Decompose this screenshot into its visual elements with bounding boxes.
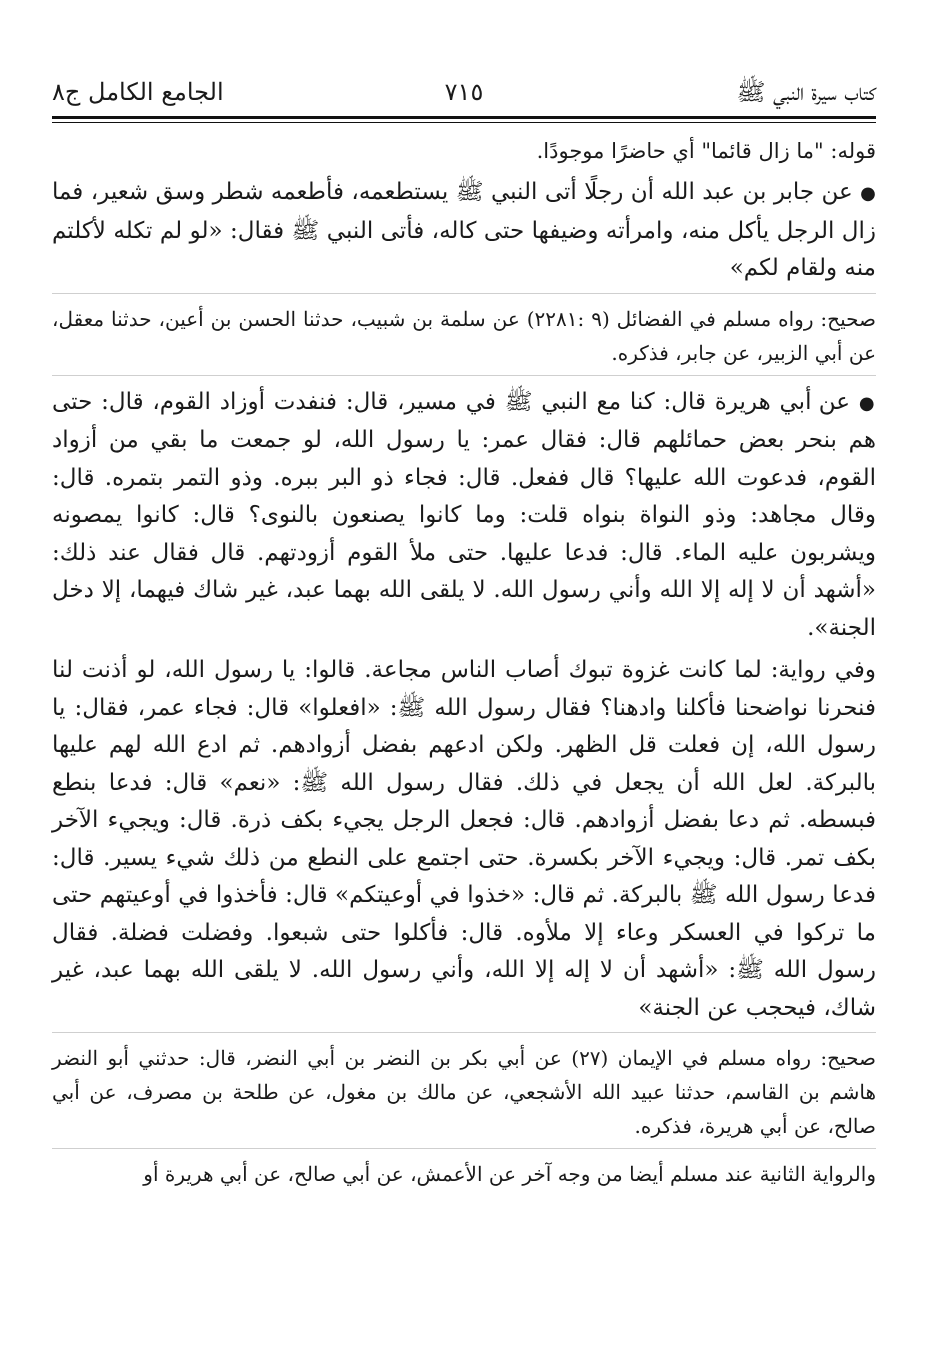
page-body <box>52 134 876 1196</box>
volume-title: الجامع الكامل ج٨ <box>52 78 224 106</box>
section-divider <box>52 1148 876 1149</box>
hadith-abu-hurayra <box>52 384 876 648</box>
alternate-narration: وفي رواية: لما كانت غزوة تبوك أصاب الناس مجاعة. قالوا: يا رسول الله، لو أذنت لنا فنحرنا نواضحنا فأكلنا وادهنا؟ فقال رسول الله ﷺ: «افعلوا» قال: فجاء عمر، فقال: يا رسول الله، إن فعلت قل الظهر. ولكن ادعهم بفضل أزوادهم. ثم ادع الله لهم عليها بالبركة. لعل الله أن يجعل في ذلك. فقال رسول الله ﷺ: «نعم» قال: فدعا بنطع فبسطه. ثم دعا بفضل أزوادهم. قال: فجعل الرجل يجيء بكف ذرة. قال: ويجيء الآخر بكف تمر. قال: ويجيء الآخر بكسرة. حتى اجتمع على النطع من ذلك شيء يسير. قال: فدعا رسول الله ﷺ بالبركة. ثم قال: «خذوا في أوعيتكم» قال: فأخذوا في أوعيتهم حتى ما تركوا في العسكر وعاء إلا ملأوه. قال: فأكلوا حتى شبعوا. وفضلت فضلة. فقال رسول الله ﷺ: «أشهد أن لا إله إلا الله، وأني رسول الله. لا يلقى الله بهما عبد، غير شاك، فيحجب عن الجنة» <box>52 657 877 1021</box>
hadith-abu-hurayra-text: عن أبي هريرة قال: كنا مع النبي ﷺ في مسير، قال: فنفدت أوزاد القوم، قال: حتى هم بنحر بعض حمائلهم قال: فقال عمر: يا رسول الله، لو جمعت ما بقي من أزواد القوم، فدعوت الله عليها؟ قال ففعل. قال: فجاء ذو البر ببره. وذو التمر بتمره. قال: وقال مجاهد: وذو النواة بنواه قلت: وما كانوا يصنعون بالنوى؟ قال: كانوا يمصونه ويشربون عليه الماء. قال: فدعا عليها. حتى ملأ القوم أزودتهم. قال فقال عند ذلك: «أشهد أن لا إله إلا الله وأني رسول الله. لا يلقى الله بهما عبد، غير شاك فيهما، إلا دخل الجنة». <box>52 388 876 641</box>
bullet-marker: ● <box>858 392 876 414</box>
section-divider <box>52 293 876 294</box>
hadith-jabir <box>52 174 876 288</box>
takhrij-abu-hurayra: صحيح: رواه مسلم في الإيمان (٢٧) عن أبي بكر بن النضر بن أبي النضر، قال: حدثني أبو النضر هاشم بن القاسم، حدثنا عبيد الله الأشجعي، عن مالك بن مغول، عن طلحة بن مصرف، عن أبي صالح، عن أبي هريرة، فذكره. <box>52 1046 876 1138</box>
takhrij-jabir: صحيح: رواه مسلم في الفضائل (٩ :٢٢٨١) عن سلمة بن شبيب، حدثنا الحسن بن أعين، حدثنا معقل، عن أبي الزبير، عن جابر، فذكره. <box>52 306 876 365</box>
hadith-jabir-text: عن جابر بن عبد الله أن رجلًا أتى النبي ﷺ يستطعمه، فأطعمه شطر وسق شعير، فما زال الرجل يأكل منه، وامرأته وضيفها حتى كاله، فأتى النبي ﷺ فقال: «لو لم تكله لأكلتم منه ولقام لكم» <box>52 179 876 281</box>
bullet-marker: ● <box>860 183 876 204</box>
section-divider <box>52 375 876 376</box>
page-number: ٧١٥ <box>444 78 484 106</box>
header-rule-thin <box>52 122 876 123</box>
second-narration-note: والرواية الثانية عند مسلم أيضا من وجه آخر عن الأعمش، عن أبي صالح، عن أبي هريرة أو <box>143 1162 876 1186</box>
book-title: كتاب سيرة النبي ﷺ <box>736 78 876 106</box>
header-rule-thick <box>52 116 876 119</box>
section-divider <box>52 1032 876 1033</box>
page-header <box>52 74 876 110</box>
commentary-paragraph: قوله: "ما زال قائما" أي حاضرًا موجودًا. <box>536 139 876 163</box>
